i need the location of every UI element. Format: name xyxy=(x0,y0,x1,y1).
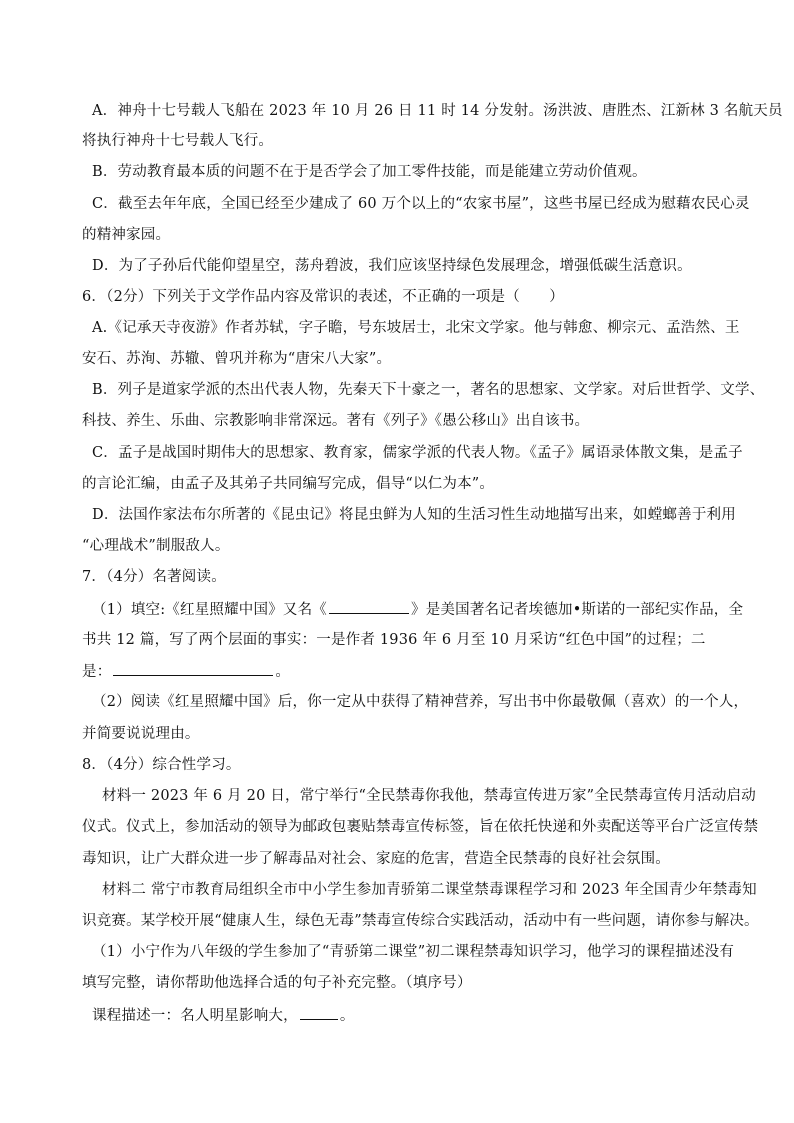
q8-material1-line2: 仪式。仪式上，参加活动的领导为邮政包裹贴禁毒宣传标签，旨在依托快递和外卖配送等平台广泛宣传禁 xyxy=(82,819,759,835)
q6-option-c-line2: 的言论汇编，由孟子及其弟子共同编写完成，倡导“以仁为本”。 xyxy=(82,476,495,492)
q7-part1-line3-prefix: 是： xyxy=(82,664,112,680)
q7-blank-second-fact[interactable] xyxy=(113,661,273,676)
q5-option-a-line1: A．神舟十七号载人飞船在 2023 年 10 月 26 日 11 时 14 分发射。汤洪波、唐胜杰、江新林 3 名航天员 xyxy=(92,103,783,119)
q8-stem: 8．（4分）综合性学习。 xyxy=(82,757,241,773)
q7-part1-line2: 书共 12 篇，写了两个层面的事实：一是作者 1936 年 6 月至 10 月采访“红色中国”的过程；二 xyxy=(82,632,706,648)
q5-option-b: B．劳动教育最本质的问题不在于是否学会了加工零件技能，而是能建立劳动价值观。 xyxy=(92,164,647,180)
q7-part1-line3-suffix: 。 xyxy=(275,664,291,680)
q8-material1-line3: 毒知识，让广大群众进一步了解毒品对社会、家庭的危害，营造全民禁毒的良好社会氛围。 xyxy=(82,851,670,867)
q8-part1-line2: 填写完整，请你帮助他选择合适的句子补充完整。（填序号） xyxy=(82,975,472,991)
q8-material2-line1: 材料二 常宁市教育局组织全市中小学生参加青骄第二课堂禁毒课程学习和 2023 年全国青少年禁毒知 xyxy=(102,882,757,898)
q8-material1-line1: 材料一 2023 年 6 月 20 日，常宁举行“全民禁毒你我他，禁毒宣传进万家”全民禁毒宣传月活动启动 xyxy=(102,788,756,804)
q7-blank-alt-title[interactable] xyxy=(329,599,409,614)
q6-option-c-line1: C．孟子是战国时期伟大的思想家、教育家，儒家学派的代表人物。《孟子》属语录体散文集，是孟子 xyxy=(92,445,743,461)
q5-option-d: D．为了子孙后代能仰望星空，荡舟碧波，我们应该坚持绿色发展理念，增强低碳生活意识。 xyxy=(92,258,692,274)
q5-option-c-line1: C．截至去年年底，全国已经至少建成了 60 万个以上的“农家书屋”，这些书屋已经成为慰藉农民心灵 xyxy=(92,196,750,212)
q6-option-d-line1: D．法国作家法布尔所著的《昆虫记》将昆虫鲜为人知的生活习性生动地描写出来，如螳螂善于利用 xyxy=(92,507,736,523)
q5-option-c-line2: 的精神家园。 xyxy=(82,227,171,243)
q8-part1-line1: （1）小宁作为八年级的学生参加了“青骄第二课堂”初二课程禁毒知识学习，他学习的课程描述没有 xyxy=(92,944,735,960)
q6-option-b-line2: 科技、养生、乐曲、宗教影响非常深远。著有《列子》《愚公移山》出自该书。 xyxy=(82,413,590,429)
q7-part1-prefix: （1）填空:《红星照耀中国》又名《 xyxy=(92,602,328,618)
q7-part1-line1 xyxy=(92,599,744,620)
q8-material2-line2: 识竞赛。某学校开展“健康人生，绿色无毒”禁毒宣传综合实践活动，活动中有一些问题，请你参与解决。 xyxy=(82,913,759,929)
q7-part1-line3 xyxy=(82,661,722,682)
q8-course-desc-1 xyxy=(92,1005,732,1026)
q7-part2-line1: （2）阅读《红星照耀中国》后，你一定从中获得了精神营养，写出书中你最敬佩（喜欢）的一个人， xyxy=(92,694,749,710)
q5-option-a-line2: 将执行神舟十七号载人飞行。 xyxy=(82,133,274,149)
q7-part2-line2: 并简要说说理由。 xyxy=(82,726,200,742)
q6-option-a-line1: A.《记承天寺夜游》作者苏轼，字子瞻，号东坡居士，北宋文学家。他与韩愈、柳宗元、孟浩然、王 xyxy=(92,320,740,336)
q7-part1-suffix: 》是美国著名记者埃德加•斯诺的一部纪实作品，全 xyxy=(411,602,744,618)
q8-blank-course-desc-1[interactable] xyxy=(300,1005,338,1020)
q6-option-a-line2: 安石、苏洵、苏辙、曾巩并称为“唐宋八大家”。 xyxy=(82,351,392,367)
q8-course-desc-prefix: 课程描述一：名人明星影响大， xyxy=(92,1008,298,1024)
q8-course-desc-suffix: 。 xyxy=(339,1008,355,1024)
q6-option-d-line2: “心理战术”制服敌人。 xyxy=(82,538,230,554)
q6-stem: 6．（2分）下列关于文学作品内容及常识的表述，不正确的一项是（ ） xyxy=(82,289,564,305)
q7-stem: 7．（4分）名著阅读。 xyxy=(82,569,226,585)
q6-option-b-line1: B．列子是道家学派的杰出代表人物，先秦天下十豪之一，著名的思想家、文学家。对后世哲学、文学、 xyxy=(92,382,765,398)
